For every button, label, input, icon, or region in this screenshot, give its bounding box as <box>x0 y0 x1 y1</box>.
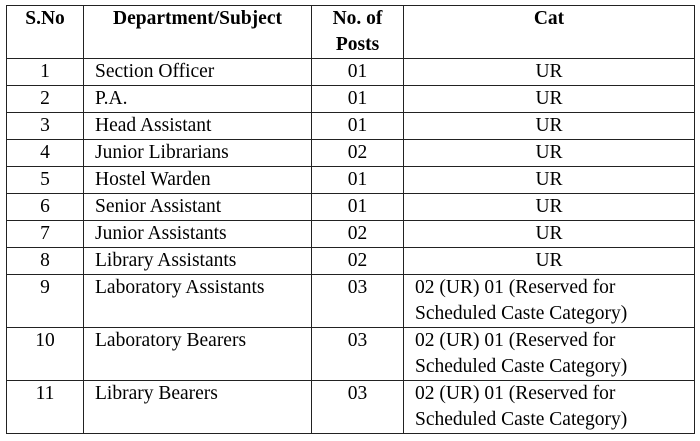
dept-cell: Junior Assistants <box>84 221 312 248</box>
sno-cell: 6 <box>7 194 84 221</box>
dept-cell: Section Officer <box>84 59 312 86</box>
cat-cell: UR <box>404 59 695 86</box>
posts-cell: 01 <box>312 59 404 86</box>
posts-cell: 02 <box>312 221 404 248</box>
dept-cell: Junior Librarians <box>84 140 312 167</box>
posts-cell: 03 <box>312 328 404 381</box>
table-row <box>7 328 695 381</box>
posts-cell: 01 <box>312 194 404 221</box>
header-posts-line2: Posts <box>335 34 380 55</box>
cat-cell <box>404 275 695 328</box>
sno-cell: 7 <box>7 221 84 248</box>
dept-cell: Laboratory Bearers <box>84 328 312 381</box>
sno-cell: 10 <box>7 328 84 381</box>
dept-cell: Hostel Warden <box>84 167 312 194</box>
table-row <box>7 275 695 328</box>
dept-cell: Head Assistant <box>84 113 312 140</box>
cat-cell: UR <box>404 113 695 140</box>
posts-cell: 02 <box>312 140 404 167</box>
posts-cell: 03 <box>312 275 404 328</box>
cat-line1: 02 (UR) 01 (Reserved for <box>415 277 616 298</box>
posts-cell: 02 <box>312 248 404 275</box>
table-row <box>7 113 695 140</box>
cat-line1: 02 (UR) 01 (Reserved for <box>415 330 616 351</box>
sno-cell: 5 <box>7 167 84 194</box>
cat-cell: UR <box>404 221 695 248</box>
header-posts <box>312 6 404 59</box>
dept-cell: P.A. <box>84 86 312 113</box>
cat-line1: 02 (UR) 01 (Reserved for <box>415 383 616 404</box>
table-row <box>7 86 695 113</box>
table-row <box>7 248 695 275</box>
posts-cell: 01 <box>312 86 404 113</box>
cat-cell <box>404 381 695 434</box>
cat-cell <box>404 328 695 381</box>
dept-cell: Library Assistants <box>84 248 312 275</box>
header-posts-line1: No. of <box>332 8 383 29</box>
header-row <box>7 6 695 59</box>
table-row <box>7 194 695 221</box>
sno-cell: 4 <box>7 140 84 167</box>
sno-cell: 3 <box>7 113 84 140</box>
sno-cell: 2 <box>7 86 84 113</box>
cat-line2: Scheduled Caste Category) <box>415 303 628 324</box>
header-sno: S.No <box>7 6 84 59</box>
table-row <box>7 59 695 86</box>
sno-cell: 9 <box>7 275 84 328</box>
posts-cell: 01 <box>312 167 404 194</box>
table-row <box>7 381 695 434</box>
cat-cell: UR <box>404 140 695 167</box>
cat-cell: UR <box>404 86 695 113</box>
table-row <box>7 140 695 167</box>
cat-cell: UR <box>404 194 695 221</box>
sno-cell: 8 <box>7 248 84 275</box>
cat-line2: Scheduled Caste Category) <box>415 409 628 430</box>
dept-cell: Senior Assistant <box>84 194 312 221</box>
posts-cell: 01 <box>312 113 404 140</box>
header-cat: Cat <box>404 6 695 59</box>
table-row <box>7 221 695 248</box>
cat-line2: Scheduled Caste Category) <box>415 356 628 377</box>
cat-cell: UR <box>404 248 695 275</box>
posts-table <box>6 5 695 434</box>
dept-cell: Library Bearers <box>84 381 312 434</box>
posts-cell: 03 <box>312 381 404 434</box>
sno-cell: 11 <box>7 381 84 434</box>
sno-cell: 1 <box>7 59 84 86</box>
cat-cell: UR <box>404 167 695 194</box>
table-row <box>7 167 695 194</box>
header-dept: Department/Subject <box>84 6 312 59</box>
dept-cell: Laboratory Assistants <box>84 275 312 328</box>
